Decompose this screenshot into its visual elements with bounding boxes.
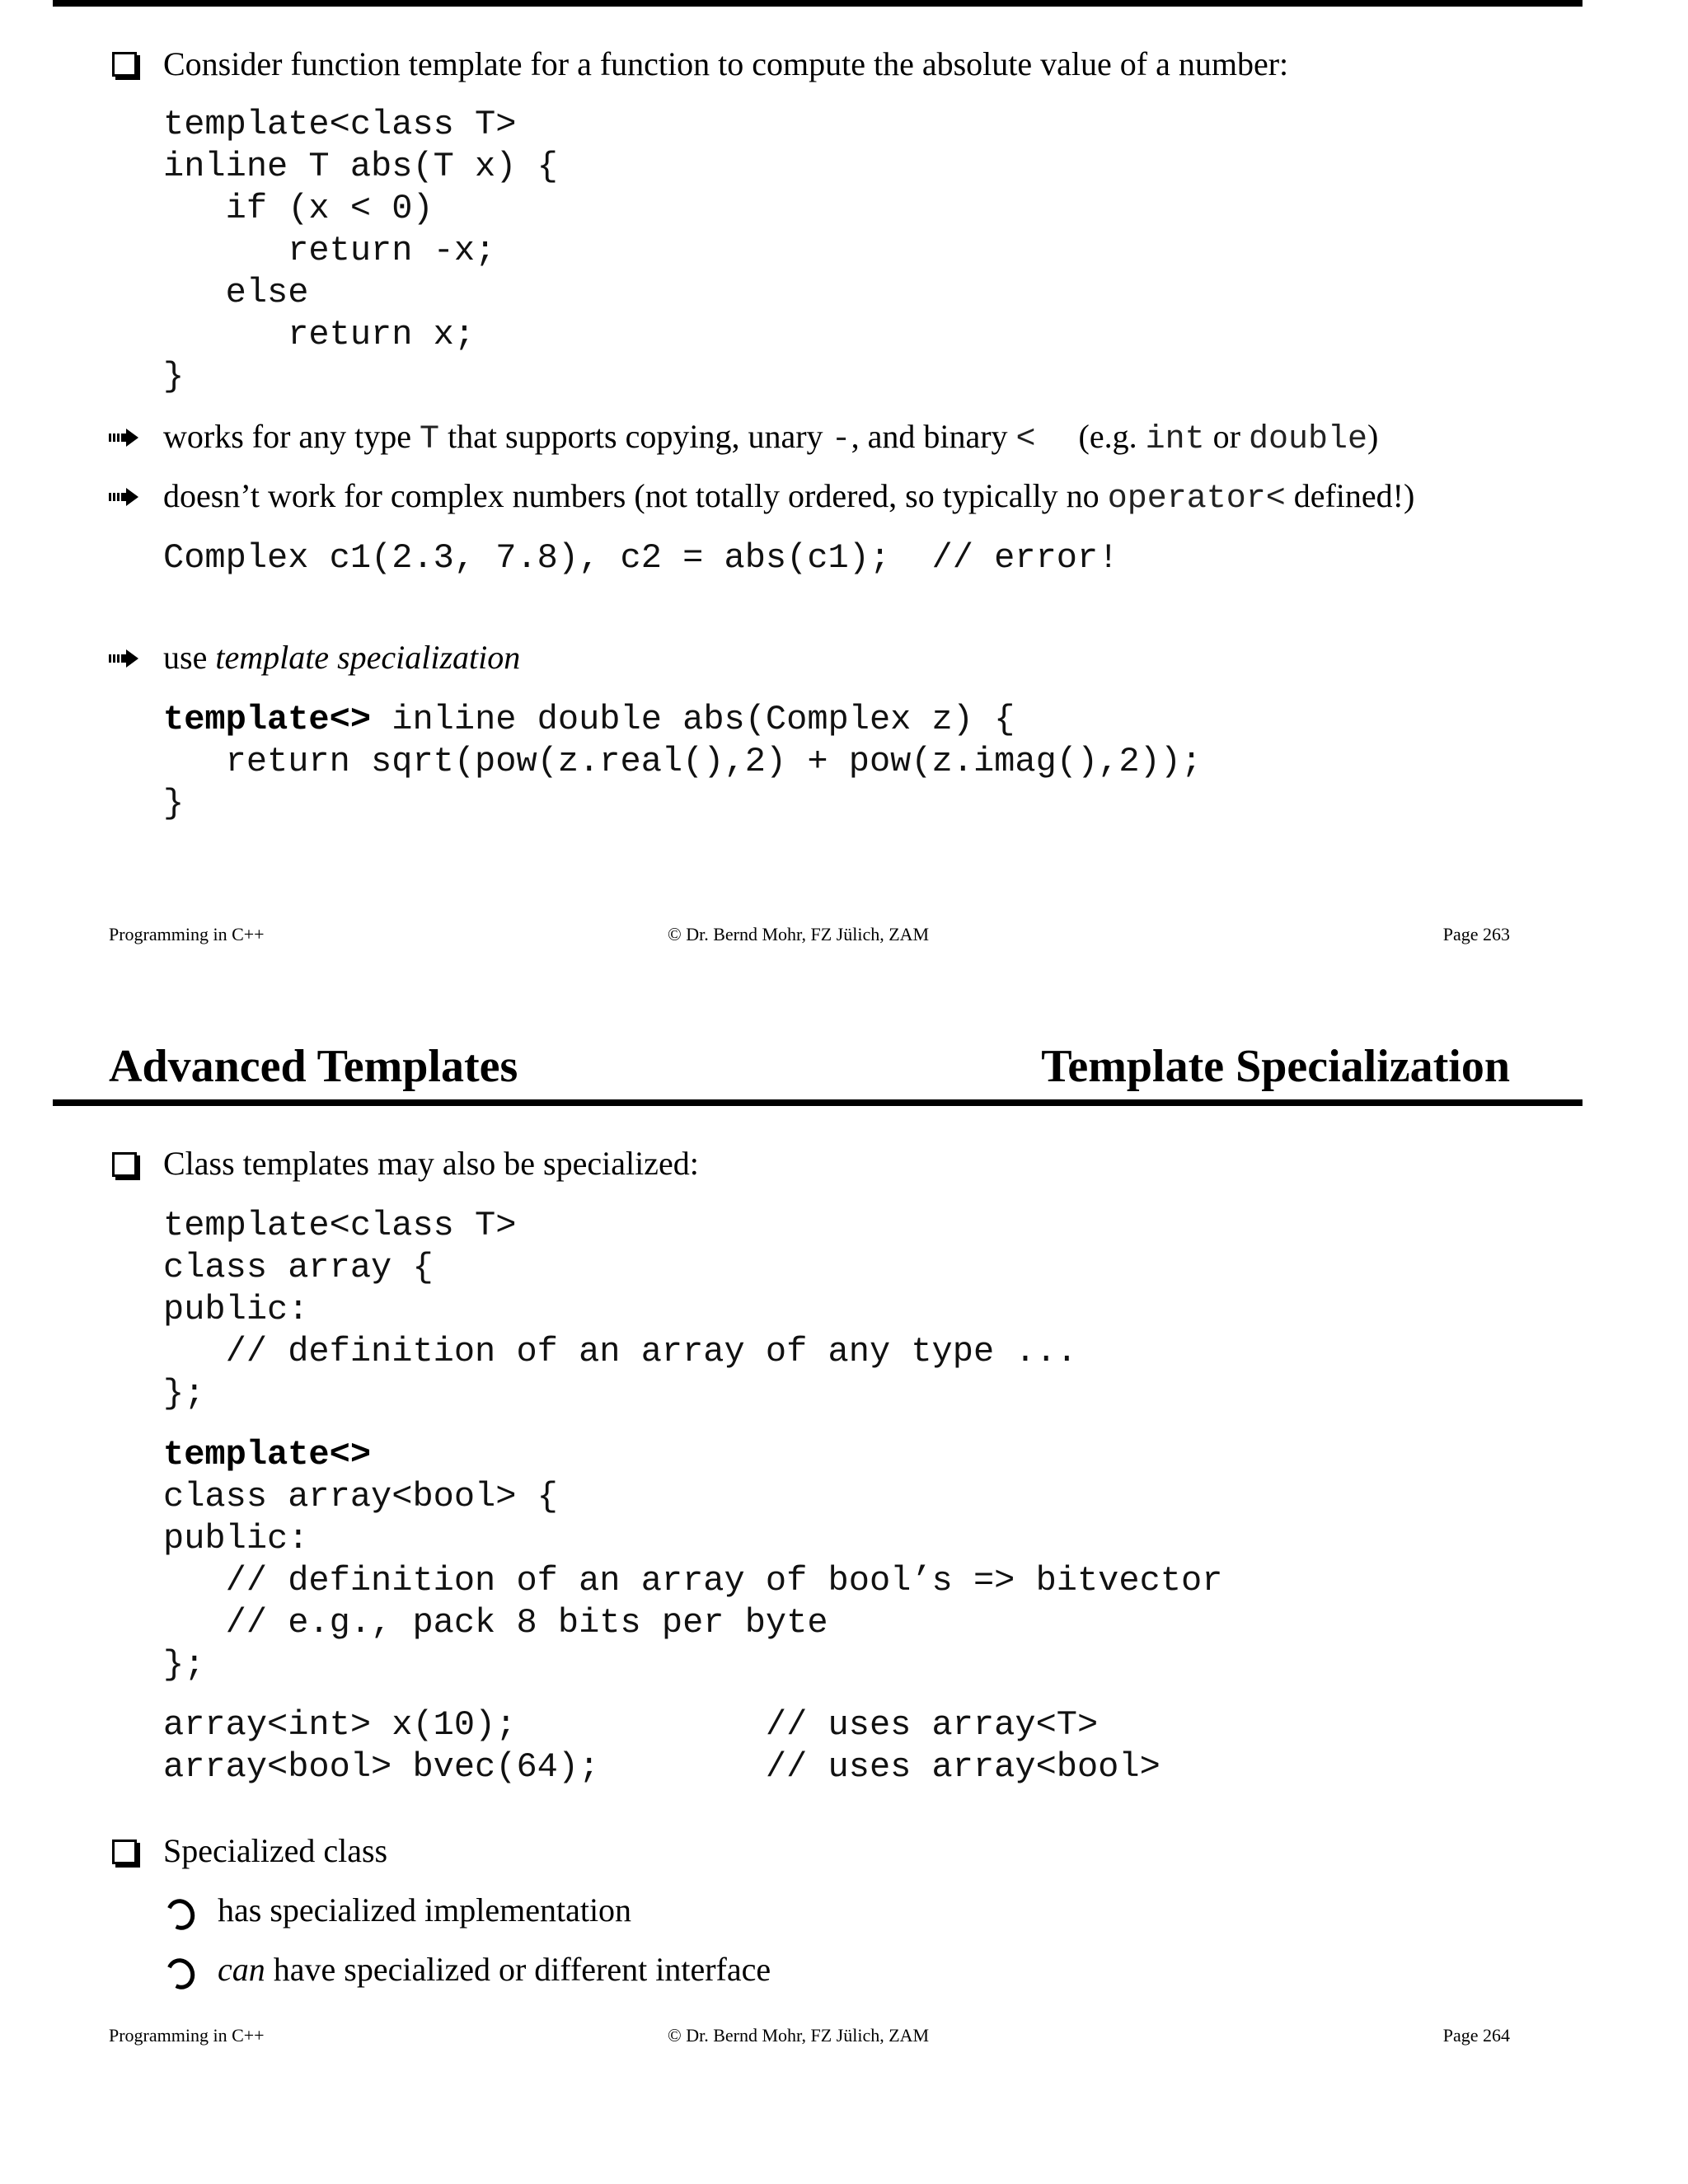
code-line: public: (163, 1519, 309, 1558)
bullet-text: Specialized class (163, 1832, 388, 1869)
code-line: // e.g., pack 8 bits per byte (163, 1603, 828, 1643)
circle-bullet-icon (162, 1895, 199, 1933)
text-run: , and binary (851, 418, 1016, 455)
code-line: public: (163, 1290, 309, 1329)
code-line: inline double abs(Complex z) { (371, 700, 1015, 739)
code-line: } (163, 357, 185, 396)
sub-bullet-text (218, 1948, 771, 1991)
text-run: doesn’t work for complex numbers (not totally ordered, so typically no (163, 477, 1108, 514)
code-line: array<int> x(10); // uses array<T> (163, 1705, 1099, 1745)
code-line: inline T abs(T x) { (163, 147, 558, 186)
code-line: else (163, 273, 309, 312)
arrow-bullet-icon (109, 649, 140, 668)
inline-code: < (1015, 421, 1036, 458)
footer-page-number: Page 263 (1442, 924, 1510, 944)
text-run: or (1204, 418, 1249, 455)
arrow-text-complex (163, 475, 1414, 521)
code-keyword: template<> (163, 700, 372, 739)
bullet-text: Class templates may also be specialized: (163, 1145, 699, 1182)
title-rule (53, 1099, 1582, 1106)
code-block-array-bool (163, 1434, 1222, 1686)
emphasis-text: can (218, 1951, 265, 1988)
code-line: template<class T> (163, 105, 517, 144)
slide-title-left: Advanced Templates (109, 1041, 518, 1092)
arrow-text-use-specialization (163, 636, 520, 679)
inline-code: operator< (1107, 480, 1286, 518)
code-line: // definition of an array of bool’s => bitvector (163, 1561, 1223, 1601)
code-line: }; (163, 1645, 205, 1685)
code-line: array<bool> bvec(64); // uses array<bool> (163, 1747, 1160, 1787)
code-block-usage (163, 1704, 1160, 1788)
top-rule (53, 0, 1582, 7)
code-line: }; (163, 1374, 205, 1413)
footer-center: © Dr. Bernd Mohr, FZ Jülich, ZAM (668, 924, 930, 944)
footer-center: © Dr. Bernd Mohr, FZ Jülich, ZAM (668, 2025, 930, 2046)
code-complex-error: Complex c1(2.3, 7.8), c2 = abs(c1); // error! (163, 538, 1119, 578)
code-line: return -x; (163, 231, 496, 270)
checkbox-bullet-icon (112, 52, 137, 77)
sub-bullet-text: has specialized implementation (218, 1891, 632, 1929)
bullet-text: Consider function template for a function to compute the absolute value of a number: (163, 45, 1289, 82)
inline-code: - (831, 421, 851, 458)
inline-code: double (1248, 421, 1367, 458)
code-block-array-template (163, 1205, 1077, 1415)
circle-bullet-icon (162, 1954, 199, 1993)
code-line: class array<bool> { (163, 1477, 558, 1516)
footer-left: Programming in C++ (109, 2025, 265, 2046)
text-run: (e.g. (1078, 418, 1146, 455)
code-line: } (163, 784, 185, 823)
code-keyword: template<> (163, 1435, 372, 1474)
inline-code: int (1145, 421, 1205, 458)
text-run: use (163, 639, 216, 676)
checkbox-bullet-icon (112, 1152, 137, 1177)
footer-left: Programming in C++ (109, 924, 265, 944)
arrow-bullet-icon (109, 488, 140, 506)
code-line: return sqrt(pow(z.real(),2) + pow(z.imag(),2)); (163, 742, 1203, 781)
arrow-text-works-for (163, 415, 1378, 462)
code-line: class array { (163, 1248, 434, 1287)
code-line: if (x < 0) (163, 189, 434, 228)
text-run: ) (1367, 418, 1379, 455)
code-block-abs-specialization (163, 699, 1202, 825)
slide-title-right: Template Specialization (1041, 1041, 1510, 1092)
text-run: works for any type (163, 418, 420, 455)
text-run: defined!) (1285, 477, 1415, 514)
emphasis-text: template specialization (215, 639, 521, 676)
text-run: that supports copying, unary (439, 418, 832, 455)
code-line: template<class T> (163, 1206, 517, 1245)
inline-code: T (420, 421, 440, 458)
code-line: return x; (163, 315, 476, 354)
text-run: have specialized or different interface (265, 1951, 771, 1988)
footer-page-number: Page 264 (1442, 2025, 1510, 2046)
code-line: // definition of an array of any type ... (163, 1332, 1077, 1371)
code-block-abs-template (163, 104, 558, 398)
checkbox-bullet-icon (112, 1840, 137, 1864)
arrow-bullet-icon (109, 429, 140, 447)
